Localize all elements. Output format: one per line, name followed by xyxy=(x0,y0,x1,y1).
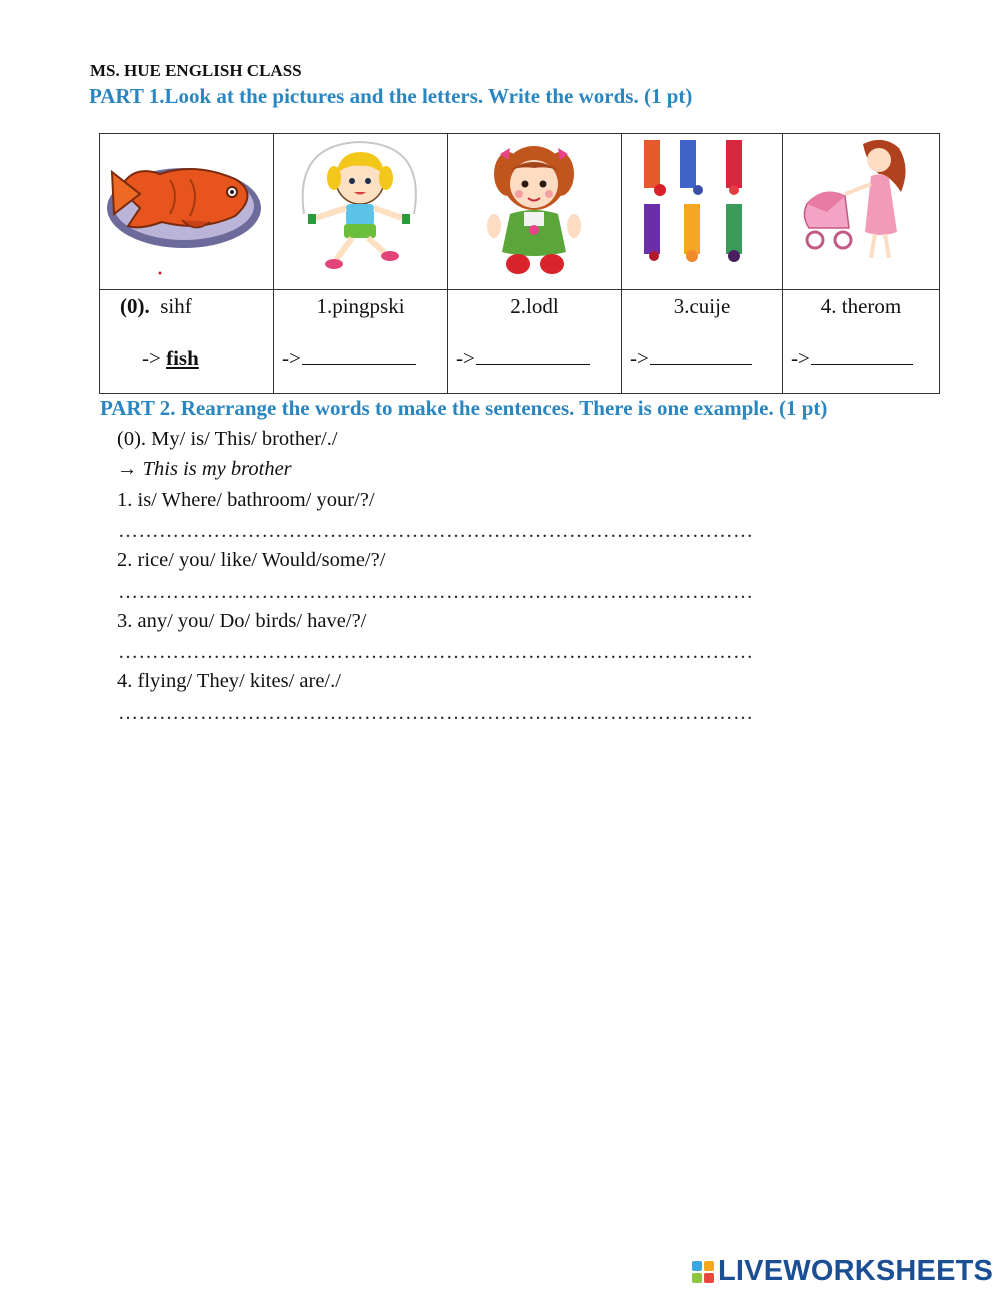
scrambled-word: sihf xyxy=(160,294,192,318)
word-row xyxy=(100,290,940,394)
question-3-prompt: 3. any/ you/ Do/ birds/ have/?/ xyxy=(117,610,367,632)
picture-row xyxy=(100,134,940,290)
word-cell-4 xyxy=(783,290,940,394)
picture-cell-mother xyxy=(783,134,940,290)
brand-name: LIVEWORKSHEETS xyxy=(718,1255,994,1287)
picture-cell-doll xyxy=(448,134,622,290)
example-scrambled xyxy=(120,294,273,319)
doll-picture xyxy=(448,134,621,284)
picture-cell-skipping xyxy=(274,134,448,290)
scrambled-word: 2.lodl xyxy=(510,294,559,318)
question-2-answer-line[interactable]: ………………………………………………………………………………… xyxy=(118,581,754,603)
scrambled-word: 3.cuije xyxy=(673,294,731,318)
picture-cell-fish xyxy=(100,134,274,290)
example-prompt: (0). My/ is/ This/ brother/./ xyxy=(117,428,338,450)
word-cell-2 xyxy=(448,290,622,394)
answer-arrow: -> xyxy=(142,346,161,370)
answer-arrow: -> xyxy=(630,346,649,370)
girl-skipping-rope-picture xyxy=(274,134,447,284)
word-cell-1 xyxy=(274,290,448,394)
answer-blank-3[interactable] xyxy=(650,348,752,365)
question-4-prompt: 4. flying/ They/ kites/ are/./ xyxy=(117,670,341,692)
example-number: (0). xyxy=(120,294,150,318)
answer-arrow: -> xyxy=(791,346,810,370)
answer-arrow: -> xyxy=(282,346,301,370)
question-1-prompt: 1. is/ Where/ bathroom/ your/?/ xyxy=(117,489,375,511)
answer-blank-4[interactable] xyxy=(811,348,913,365)
word-cell-3 xyxy=(622,290,783,394)
question-2-prompt: 2. rice/ you/ like/ Would/some/?/ xyxy=(117,549,386,571)
class-title: MS. HUE ENGLISH CLASS xyxy=(90,61,302,80)
question-3-answer-line[interactable]: ………………………………………………………………………………… xyxy=(118,641,754,663)
part2-heading: PART 2. Rearrange the words to make the sentences. There is one example. (1 pt) xyxy=(100,396,828,420)
word-table xyxy=(99,133,940,394)
mother-with-pram-picture xyxy=(783,134,939,284)
scrambled-word: 1.pingpski xyxy=(316,294,405,318)
answer-blank-2[interactable] xyxy=(476,348,590,365)
liveworksheets-brand[interactable] xyxy=(692,1255,993,1288)
fish-on-plate-picture xyxy=(100,134,273,284)
part1-heading: PART 1.Look at the pictures and the letters. Write the words. (1 pt) xyxy=(89,84,693,108)
example-answer-line xyxy=(142,346,199,371)
answer-line xyxy=(282,346,416,371)
juice-glasses-picture xyxy=(622,134,782,284)
word-cell-0 xyxy=(100,290,274,394)
answer-line xyxy=(456,346,590,371)
answer-line xyxy=(791,346,913,371)
question-4-answer-line[interactable]: ………………………………………………………………………………… xyxy=(118,702,754,724)
answer-arrow: -> xyxy=(456,346,475,370)
answer-blank-1[interactable] xyxy=(302,348,416,365)
answer-line xyxy=(630,346,752,371)
scrambled-word: 4. therom xyxy=(820,294,902,318)
example-answer: fish xyxy=(166,346,199,370)
example-answer: → This is my brother xyxy=(117,458,292,480)
liveworksheets-logo-icon xyxy=(692,1261,714,1283)
picture-cell-juice xyxy=(622,134,783,290)
question-1-answer-line[interactable]: ………………………………………………………………………………… xyxy=(118,520,754,542)
